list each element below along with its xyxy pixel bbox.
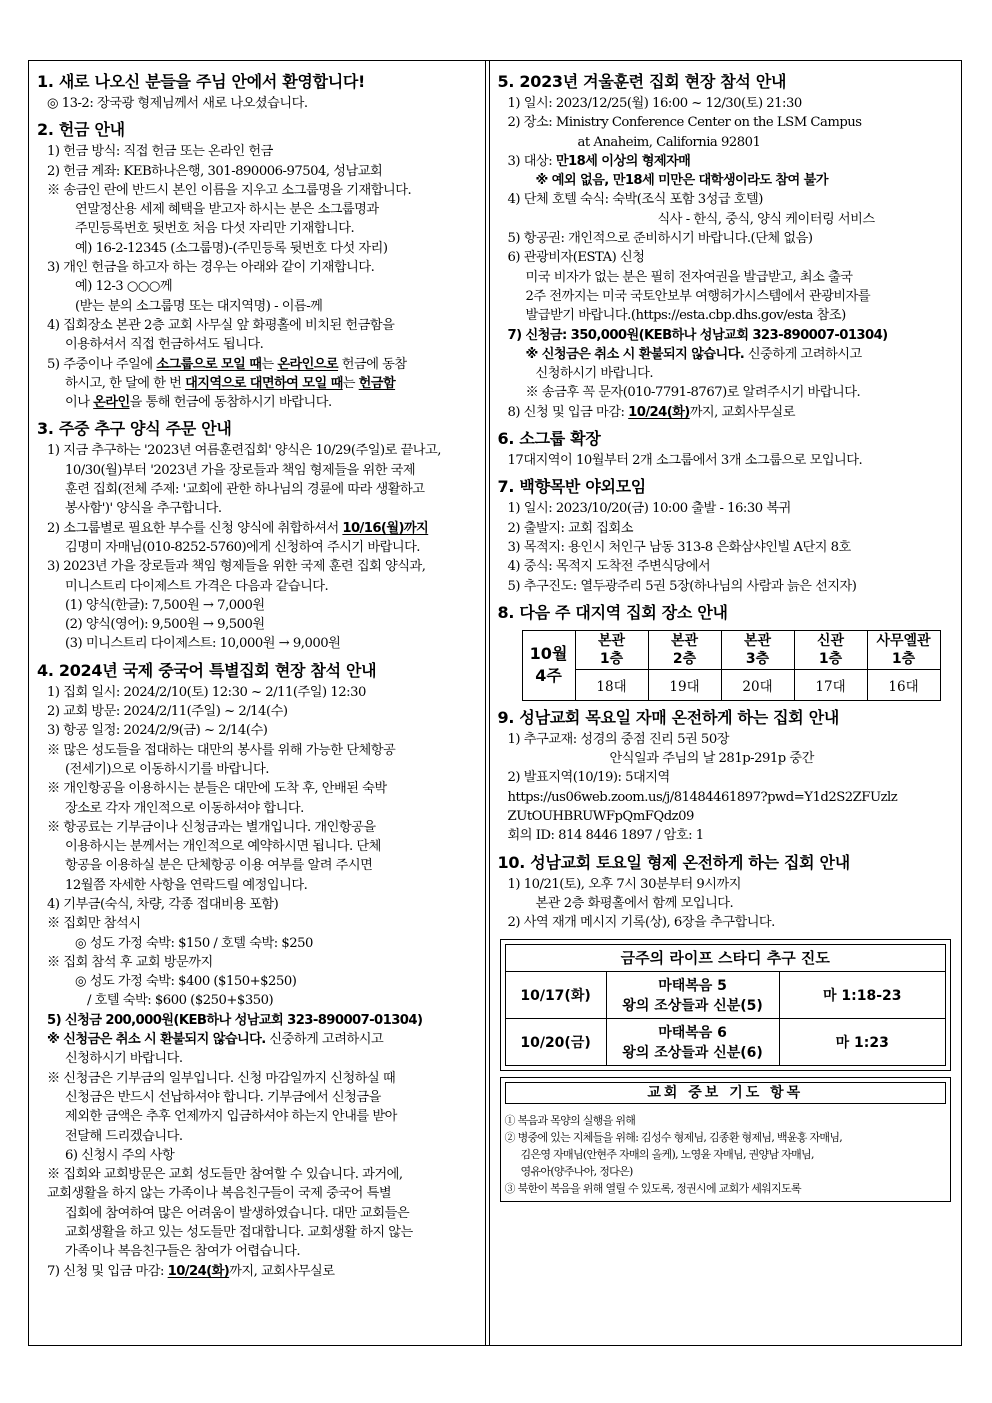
prayer-box	[500, 1077, 951, 1202]
text-line: 2) 장소: Ministry Conference Center on the LSM Campus	[507, 115, 862, 131]
text-line: 3) 목적지: 용인시 처인구 남동 313-8 은화삼샤인빌 A단지 8호	[507, 539, 851, 555]
text-line: 1) 10/21(토), 오후 7시 30분부터 9시까지	[507, 876, 741, 892]
text-line: 3) 2023년 가을 장로들과 책임 형제들을 위한 국제 훈련 집회 양식과,	[47, 559, 426, 575]
prayer-item: ② 병중에 있는 지체들을 위해: 김성수 형제님, 김종환 형제님, 백윤홍 자매님,	[504, 1130, 843, 1144]
text-line: / 호텔 숙박: $600 ($250+$350)	[87, 993, 274, 1009]
text-line: 미니스트리 다이제스트 가격은 다음과 같습니다.	[65, 578, 329, 594]
text-line: 장소로 각자 개인적으로 이동하셔야 합니다.	[65, 800, 304, 816]
section-order	[37, 418, 477, 653]
text-line: 이나 온라인을 통해 헌금에 동참하시기 바랍니다.	[65, 395, 332, 411]
text-line: 예) 16-2-12345 (소그룹명)-(주민등록 뒷번호 다섯 자리)	[75, 240, 388, 256]
text-line: 신청금은 반드시 선납하셔야 합니다. 기부금에서 신청금을	[65, 1089, 381, 1105]
life-study-title: 금주의 라이프 스타디 추구 진도	[505, 944, 945, 971]
text-line: ※ 신청금은 취소 시 환불되지 않습니다. 신중하게 고려하시고	[525, 346, 862, 362]
life-study-box	[500, 939, 951, 1071]
text-line: 교회생활을 하지 않는 가족이나 복음친구들이 국제 중국어 특별	[47, 1186, 392, 1202]
text-line: ※ 집회와 교회방문은 교회 성도들만 참여할 수 있습니다. 과거에,	[47, 1167, 403, 1183]
district-cell: 16대	[867, 669, 940, 700]
section-outing	[498, 476, 953, 595]
text-line: ※ 송금후 꼭 문자(010-7791-8767)로 알려주시기 바랍니다.	[525, 385, 861, 401]
text-line: 주민등록번호 뒷번호 처음 다섯 자리만 기재합니다.	[75, 221, 355, 237]
text-line: 식사 - 한식, 중식, 양식 케이터링 서비스	[657, 211, 875, 227]
text-line: ※ 많은 성도들을 접대하는 대만의 봉사를 위해 가능한 단체항공	[47, 742, 396, 758]
text-line: ◎ 13-2: 장국광 형제님께서 새로 나오셨습니다.	[47, 96, 308, 111]
section-title: 9. 성남교회 목요일 자매 온전하게 하는 집회 안내	[497, 707, 840, 727]
left-column	[29, 61, 486, 1345]
text-line: 7) 신청금: 350,000원(KEB하나 성남교회 323-890007-01304)	[507, 327, 888, 343]
text-line: 2) 소그룹별로 필요한 부수를 신청 양식에 취합하셔서 10/16(월)까지	[47, 520, 429, 536]
prayer-title: 교회 중보 기도 항목	[505, 1082, 946, 1104]
section-title: 7. 백향목반 야외모임	[497, 477, 646, 497]
content-cell: 마태복음 6 왕의 조상들과 신분(6)	[606, 1018, 779, 1065]
text-line: 3) 개인 헌금을 하고자 하는 경우는 아래와 같이 기재합니다.	[47, 260, 375, 276]
text-line: 2) 교회 방문: 2024/2/11(주일) ~ 2/14(수)	[47, 704, 288, 720]
text-line: 4) 단체 호텔 숙식: 숙박(조식 포함 3성급 호텔)	[507, 192, 763, 208]
text-line: ※ 집회만 참석시	[47, 916, 141, 932]
district-cell: 18대	[575, 669, 648, 700]
section-chinese-conference	[37, 660, 477, 1281]
place-cell: 본관 3층	[721, 630, 794, 669]
text-line: 미국 비자가 없는 분은 필히 전자여권을 발급받고, 최소 출국	[525, 269, 853, 285]
text-line: (전세기)으로 이동하시기를 바랍니다.	[65, 761, 269, 777]
text-line: 1) 헌금 방식: 직접 헌금 또는 온라인 헌금	[47, 144, 273, 160]
district-table	[522, 630, 941, 701]
text-line: 4) 집회장소 본관 2층 교회 사무실 앞 화평홀에 비치된 헌금함을	[47, 317, 395, 333]
text-line: 5) 신청금 200,000원(KEB하나 성남교회 323-890007-01304)	[47, 1012, 423, 1028]
text-line: 집회에 참여하여 많은 어려움이 발생하였습니다. 대만 교회들은	[65, 1205, 410, 1221]
text-line: 4) 중식: 목적지 도착전 주변식당에서	[507, 559, 711, 575]
text-line: ※ 송금인 란에 반드시 본인 이름을 지우고 소그룹명을 기재합니다.	[47, 182, 412, 198]
text-line: 10/30(월)부터 '2023년 가을 장로들과 책임 형제들을 위한 국제	[65, 462, 416, 478]
text-line: 신청하시기 바랍니다.	[65, 1051, 183, 1067]
text-line: 7) 신청 및 입금 마감: 10/24(화)까지, 교회사무실로	[47, 1263, 335, 1279]
text-line: 5) 주중이나 주일에 소그룹으로 모일 때는 온라인으로 헌금에 동참	[47, 356, 407, 372]
section-winter-training	[498, 71, 953, 422]
text-line: 이용하셔서 직접 헌금하셔도 됩니다.	[65, 337, 264, 353]
section-title: 3. 주중 추구 양식 주문 안내	[37, 419, 232, 439]
text-line: 교회생활을 하고 있는 성도들만 접대합니다. 교회생활 하지 않는	[65, 1225, 413, 1241]
text-line: ※ 신청금은 취소 시 환불되지 않습니다. 신중하게 고려하시고	[47, 1032, 384, 1048]
text-line: ◎ 성도 가정 숙박: $150 / 호텔 숙박: $250	[75, 935, 313, 951]
prayer-item: ③ 북한이 복음을 위해 열릴 수 있도록, 정권시에 교회가 세워지도록	[504, 1181, 801, 1195]
text-line: 1) 일시: 2023/10/20(금) 10:00 출발 - 16:30 복귀	[507, 501, 791, 517]
ref-cell: 마 1:23	[779, 1018, 945, 1065]
section-offering	[37, 119, 477, 412]
section-title: 1. 새로 나오신 분들을 주님 안에서 환영합니다!	[37, 72, 366, 91]
text-line: ◎ 성도 가정 숙박: $400 ($150+$250)	[75, 974, 297, 990]
text-line: 신청하시기 바랍니다.	[535, 366, 654, 382]
zoom-link[interactable]: https://us06web.zoom.us/j/81484461897?pwd=Y1d2S2ZFUzlz	[507, 789, 898, 805]
text-line: 김명미 자매님(010-8252-5760)에게 신청하여 주시기 바랍니다.	[65, 539, 420, 555]
district-cell: 20대	[721, 669, 794, 700]
text-line: 본관 2층 화평홀에서 함께 모입니다.	[535, 895, 734, 911]
life-study-table	[505, 944, 946, 1066]
text-line: 봉사함')' 양식을 추구합니다.	[65, 501, 222, 517]
prayer-item: 영유아(양주나아, 정다은)	[520, 1164, 633, 1178]
prayer-item: ① 복음과 목양의 실행을 위해	[504, 1113, 636, 1127]
date-cell: 10/20(금)	[505, 1018, 606, 1065]
prayer-item: 김은영 자매님(안현주 자매의 올케), 노영윤 자매님, 권양남 자매님,	[520, 1147, 814, 1161]
text-line: 2주 전까지는 미국 국토안보부 여행허가시스템에서 관광비자를	[525, 288, 871, 304]
section-title: 2. 헌금 안내	[37, 120, 125, 140]
text-line: 이용하시는 분께서는 개인적으로 예약하시면 됩니다. 단체	[65, 839, 381, 855]
text-line: 5) 추구진도: 열두광주리 5권 5장(하나님의 사람과 늙은 선지자)	[507, 578, 857, 594]
text-line: (1) 양식(한글): 7,500원 → 7,000원	[65, 597, 265, 613]
section-title: 4. 2024년 국제 중국어 특별집회 현장 참석 안내	[37, 660, 377, 680]
text-line: 발급받기 바랍니다.(https://esta.cbp.dhs.gov/esta 참조)	[525, 308, 846, 324]
right-column	[489, 61, 961, 1345]
text-line: 하시고, 한 달에 한 번 대지역으로 대면하여 모일 때는 헌금함	[65, 375, 396, 391]
place-cell: 사무엘관 1층	[867, 630, 940, 669]
section-sisters-meeting	[498, 707, 953, 846]
text-line: at Anaheim, California 92801	[577, 134, 761, 150]
text-line: (2) 양식(영어): 9,500원 → 9,500원	[65, 617, 265, 633]
text-line: 1) 추구교재: 성경의 중점 진리 5권 50장	[507, 731, 729, 747]
text-line: 6) 신청시 주의 사항	[65, 1147, 175, 1163]
place-cell: 신관 1층	[794, 630, 867, 669]
text-line: (받는 분의 소그룹명 또는 대지역명) - 이름-께	[75, 298, 323, 314]
text-line: 1) 지금 추구하는 '2023년 여름훈련집회' 양식은 10/29(주일)로 끝나고,	[47, 443, 441, 459]
text-line: ※ 신청금은 기부금의 일부입니다. 신청 마감일까지 신청하실 때	[47, 1070, 396, 1086]
text-line: 2) 사역 재개 메시지 기록(상), 6장을 추구합니다.	[507, 915, 775, 931]
text-line: 2) 헌금 계좌: KEB하나은행, 301-890006-97504, 성남교회	[47, 163, 383, 179]
week-cell: 10월 4주	[522, 630, 575, 700]
text-line: 훈련 집회(전체 주제: '교회에 관한 하나님의 경륜에 따라 생활하고	[65, 482, 425, 498]
text-line: 17대지역이 10월부터 2개 소그룹에서 3개 소그룹으로 모입니다.	[507, 453, 863, 469]
text-line: 1) 일시: 2023/12/25(월) 16:00 ~ 12/30(토) 21:30	[507, 96, 802, 111]
text-line: ※ 항공료는 기부금이나 신청금과는 별개입니다. 개인항공을	[47, 819, 376, 835]
section-title: 10. 성남교회 토요일 형제 온전하게 하는 집회 안내	[497, 852, 850, 872]
text-line: 3) 항공 일정: 2024/2/9(금) ~ 2/14(수)	[47, 723, 268, 739]
text-line: 4) 기부금(숙식, 차량, 각종 접대비용 포함)	[47, 896, 279, 912]
ref-cell: 마 1:18-23	[779, 971, 945, 1018]
zoom-link[interactable]: ZUtOUHBRUWFpQmFQdz09	[507, 809, 694, 825]
bulletin-page	[28, 60, 962, 1346]
section-title: 8. 다음 주 대지역 집회 장소 안내	[497, 602, 728, 622]
text-line: ※ 예외 없음, 만18세 미만은 대학생이라도 참여 불가	[535, 173, 828, 189]
text-line: (3) 미니스트리 다이제스트: 10,000원 → 9,000원	[65, 636, 341, 652]
text-line: 연말정산용 세제 혜택을 받고자 하시는 분은 소그룹명과	[75, 202, 379, 218]
place-cell: 본관 1층	[575, 630, 648, 669]
text-line: 6) 관광비자(ESTA) 신청	[507, 250, 645, 266]
text-line: 5) 항공권: 개인적으로 준비하시기 바랍니다.(단체 없음)	[507, 231, 813, 247]
text-line: 2) 출발지: 교회 집회소	[507, 520, 634, 536]
text-line: 전달해 드리겠습니다.	[65, 1128, 183, 1144]
text-line: 제외한 금액은 추후 언제까지 입금하셔야 하는지 안내를 받아	[65, 1109, 397, 1125]
date-cell: 10/17(화)	[505, 971, 606, 1018]
section-title: 6. 소그룹 확장	[497, 429, 601, 449]
text-line: 회의 ID: 814 8446 1897 / 암호: 1	[507, 828, 704, 844]
place-cell: 본관 2층	[648, 630, 721, 669]
text-line: 가족이나 복음친구들은 참여가 어렵습니다.	[65, 1244, 301, 1260]
section-title: 5. 2023년 겨울훈련 집회 현장 참석 안내	[497, 72, 787, 91]
text-line: 1) 집회 일시: 2024/2/10(토) 12:30 ~ 2/11(주일) 12:30	[47, 684, 366, 700]
text-line: 8) 신청 및 입금 마감: 10/24(화)까지, 교회사무실로	[507, 404, 795, 420]
district-cell: 19대	[648, 669, 721, 700]
section-welcome	[37, 71, 477, 113]
content-cell: 마태복음 5 왕의 조상들과 신분(5)	[606, 971, 779, 1018]
text-line: 안식일과 주님의 날 281p-291p 중간	[609, 751, 814, 767]
text-line: 항공을 이용하실 분은 단체항공 이용 여부를 알려 주시면	[65, 858, 373, 874]
text-line: 예) 12-3 ○○○께	[75, 279, 173, 295]
section-brothers-meeting	[498, 852, 953, 933]
district-cell: 17대	[794, 669, 867, 700]
text-line: 3) 대상: 만18세 이상의 형제자매	[507, 153, 691, 169]
text-line: 2) 발표지역(10/19): 5대지역	[507, 770, 670, 786]
text-line: ※ 집회 참석 후 교회 방문까지	[47, 954, 213, 970]
text-line: ※ 개인항공을 이용하시는 분들은 대만에 도착 후, 안배된 숙박	[47, 781, 387, 797]
text-line: 12월쯤 자세한 사항을 연락드릴 예정입니다.	[65, 877, 308, 893]
section-smallgroup	[498, 428, 953, 470]
section-district-places	[498, 602, 953, 701]
